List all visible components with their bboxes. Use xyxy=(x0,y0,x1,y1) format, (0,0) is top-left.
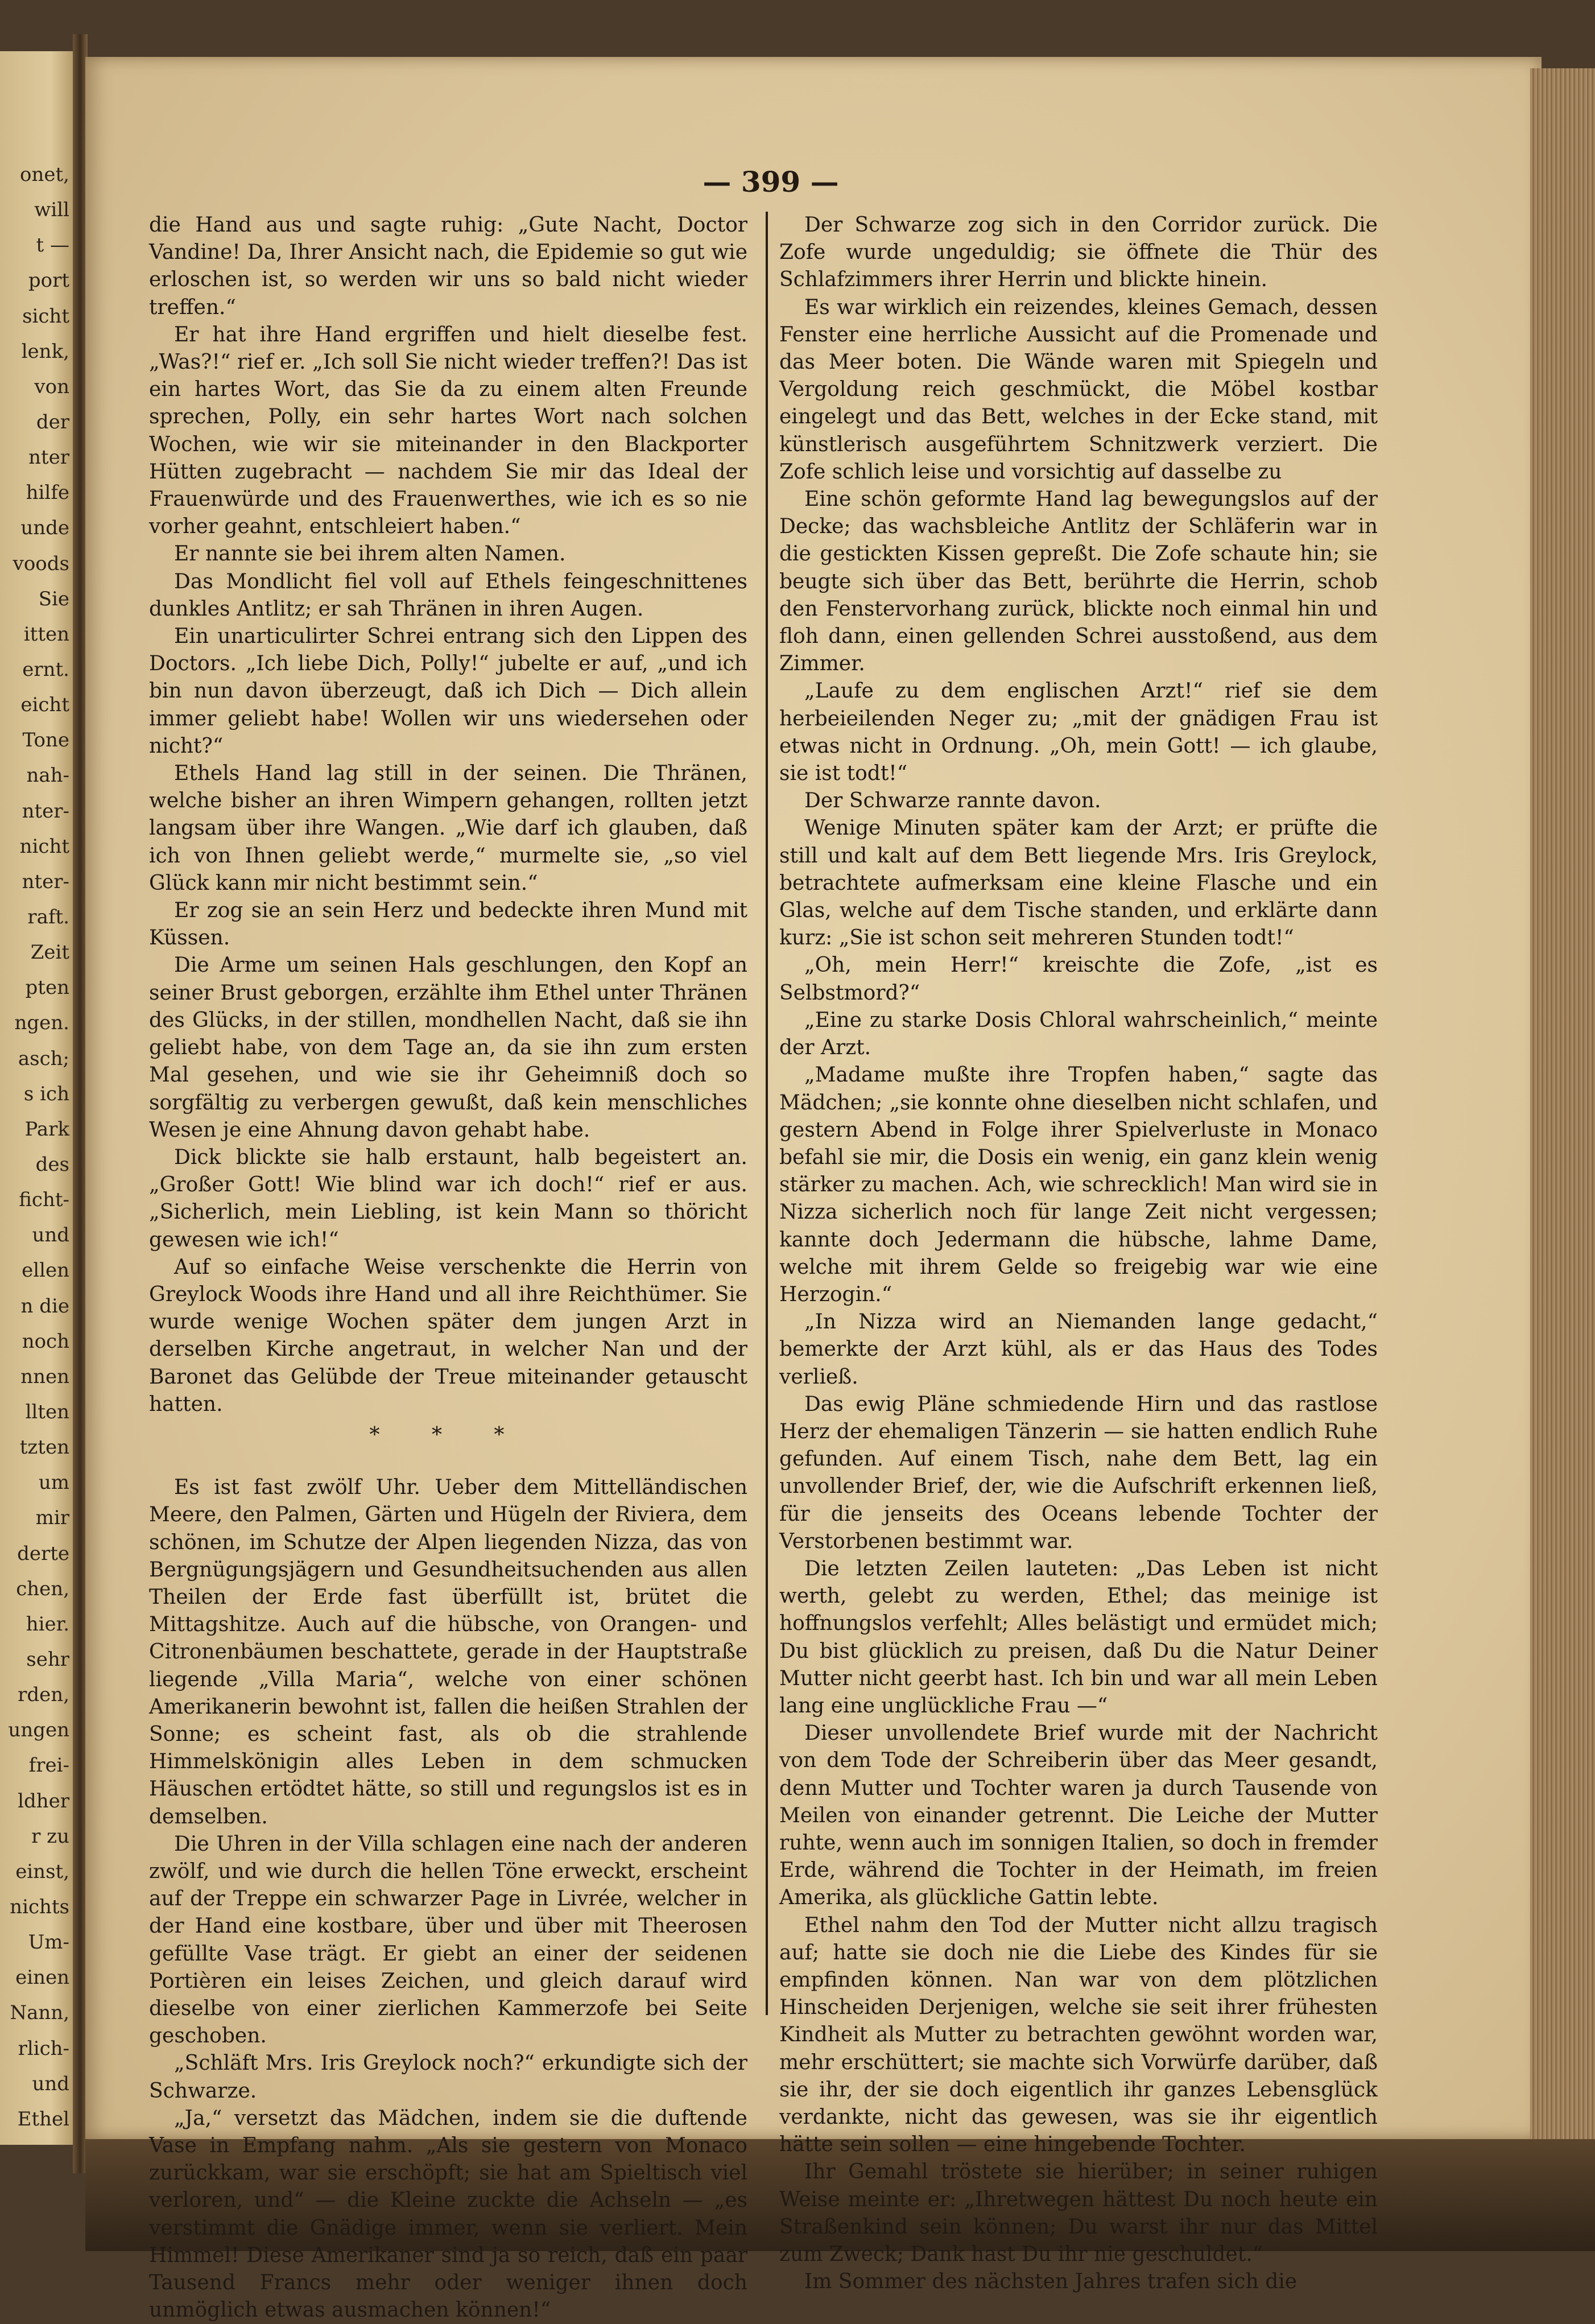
section-separator: * * * xyxy=(369,1423,527,1447)
paragraph: Wenige Minuten später kam der Arzt; er prüfte die still und kalt auf dem Bett liegende Mrs. Iris Greylock, betrachtete aufmerksam eine kleine Flasche und ein Glas, welche auf dem Tische standen, und erklärte dann kurz: „Sie ist schon seit mehreren Stunden todt!“ xyxy=(779,816,1378,950)
previous-page-text-fragment: llten xyxy=(25,1401,69,1423)
paragraph: Eine schön geformte Hand lag bewegungslos auf der Decke; das wachsbleiche Antlitz der Schläferin war in die gestickten Kissen gepreßt. Die Zofe schaute hin; sie beugte sich über das Bett, berührte die Herrin, schob den Fenstervorhang zurück, blickte noch einmal hin und floh dann, einen gellenden Schrei ausstoßend, aus dem Zimmer. xyxy=(779,488,1378,676)
paragraph: Der Schwarze zog sich in den Corridor zurück. Die Zofe wurde ungeduldig; sie öffnete die Thür des Schlafzimmers ihrer Herrin und blickte hinein. xyxy=(779,213,1378,292)
previous-page-text-fragment: nah- xyxy=(26,764,69,787)
previous-page-text-fragment: voods xyxy=(13,552,69,575)
paragraph: Die Arme um seinen Hals geschlungen, den Kopf an seiner Brust geborgen, erzählte ihm Ethel unter Thränen des Glücks, in der stillen, mondhellen Nacht, daß sie ihn geliebt habe, von dem Tage an, da sie ihn zum ersten Mal gesehen, und wie sie ihr Geheimniß doch so sorgfältig zu verbergen gewußt, daß kein menschliches Wesen je eine Ahnung davon gehabt habe. xyxy=(149,953,747,1142)
paragraph: „In Nizza wird an Niemanden lange gedacht,“ bemerkte der Arzt kühl, als er das Haus des Todes verließ. xyxy=(779,1310,1378,1389)
paragraph: Dick blickte sie halb erstaunt, halb begeistert an. „Großer Gott! Wie blind war ich doch!“ rief er aus. „Sicherlich, mein Liebling, ist kein Mann so thöricht gewesen wie ich!“ xyxy=(149,1145,747,1252)
previous-page-text-fragment: und xyxy=(32,1224,69,1247)
previous-page-text-fragment: asch; xyxy=(18,1047,69,1070)
previous-page-text-fragment: itten xyxy=(23,622,69,646)
previous-page-text-fragment: unde xyxy=(20,517,69,540)
paragraph: Das Mondlicht fiel voll auf Ethels feingeschnittenes dunkles Antlitz; er sah Thränen in ihren Augen. xyxy=(149,569,747,621)
previous-page-text-fragment: frei- xyxy=(28,1754,69,1777)
previous-page-text-fragment: n die xyxy=(20,1294,69,1318)
previous-page-text-fragment: lenk, xyxy=(21,340,69,363)
paragraph: Die Uhren in der Villa schlagen eine nach der anderen zwölf, und wie durch die hellen Töne erweckt, erscheint auf der Treppe ein schwarzer Page in Livrée, welcher in der Hand eine kostbare, über und über mit Theerosen gefüllte Vase trägt. Er giebt an einer der seidenen Portièren ein leises Zeichen, und gleich darauf wird dieselbe von einer zierlichen Kammerzofe bei Seite geschoben. xyxy=(149,1832,747,2048)
paragraph: „Laufe zu dem englischen Arzt!“ rief sie dem herbeieilenden Neger zu; „mit der gnädigen Frau ist etwas nicht in Ordnung. „Oh, mein Gott! — ich glaube, sie ist todt!“ xyxy=(779,679,1378,786)
paragraph: „Eine zu starke Dosis Chloral wahrscheinlich,“ meinte der Arzt. xyxy=(779,1008,1378,1060)
previous-page-text-fragment: Zeit xyxy=(30,941,69,964)
paragraph: Er hat ihre Hand ergriffen und hielt dieselbe fest. „Was?!“ rief er. „Ich soll Sie nicht wieder treffen?! Das ist ein hartes Wort, das Sie da zu einem alten Freunde sprechen, Polly, ein sehr hartes Wort nach solchen Wochen, wie wir sie miteinander in den Blackporter Hütten zugebracht — nachdem Sie mir das Ideal der Frauenwürde und des Frauenwerthes, wie ich es so nie vorher geahnt, entschleiert haben.“ xyxy=(149,323,747,539)
text-column-left xyxy=(149,212,747,2322)
previous-page-text-fragment: Sie xyxy=(38,587,69,610)
previous-page-text-fragment: nter- xyxy=(22,870,69,893)
paragraph: Dieser unvollendete Brief wurde mit der Nachricht von dem Tode der Schreiberin über das Meer gesandt, denn Mutter und Tochter waren ja durch Tausende von Meilen von einander getrennt. Die Leiche der Mutter ruhte, wenn auch im sonnigen Italien, so doch in fremder Erde, während die Tochter in der Heimath, im freien Amerika, als glückliche Gattin lebte. xyxy=(779,1722,1378,1910)
previous-page-text-fragment: mir xyxy=(35,1506,69,1530)
paragraph: „Oh, mein Herr!“ kreischte die Zofe, „ist es Selbstmord?“ xyxy=(779,953,1378,1005)
previous-page-text-fragment: Um- xyxy=(28,1931,69,1954)
paragraph: Ethel nahm den Tod der Mutter nicht allzu tragisch auf; hatte sie doch nie die Liebe des Kindes für sie empfinden können. Nan war von dem plötzlichen Hinscheiden Derjenigen, welche sie seit ihrer frühesten Kindheit als Mutter zu betrachten gewöhnt worden war, mehr erschüttert; sie machte sich Vorwürfe darüber, daß sie ihr, der sie doch eigentlich ihr ganzes Lebensglück verdankte, nicht das gewesen, was sie ihr eigentlich hätte sein sollen — eine hingebende Tochter. xyxy=(779,1913,1378,2157)
previous-page-text-fragment: chen, xyxy=(16,1577,69,1600)
paragraph: Das ewig Pläne schmiedende Hirn und das rastlose Herz der ehemaligen Tänzerin — sie hatten endlich Ruhe gefunden. Auf einem Tisch, nahe dem Bett, lag ein unvollender Brief, der, wie die Aufschrift erkennen ließ, für die jenseits des Oceans lebende Tochter der Verstorbenen bestimmt war. xyxy=(779,1392,1378,1553)
previous-page-text-fragment: rlich- xyxy=(18,2037,69,2060)
previous-page-text-fragment: eicht xyxy=(20,694,69,717)
page-number: — 399 — xyxy=(703,165,839,199)
paragraph: Ihr Gemahl tröstete sie hierüber; in seiner ruhigen Weise meinte er: „Ihretwegen hättest Du noch heute ein Straßenkind sein können; Du warst ihr nur das Mittel zum Zweck; Dank hast Du ihr nie geschuldet.“ xyxy=(779,2160,1378,2267)
previous-page-text-fragment: r zu xyxy=(31,1824,69,1848)
paragraph: die Hand aus und sagte ruhig: „Gute Nacht, Doctor Vandine! Da, Ihrer Ansicht nach, die Epidemie so gut wie erloschen ist, so werden wir uns so bald nicht wieder treffen.“ xyxy=(149,213,747,319)
page-block-edges xyxy=(1530,68,1595,2145)
previous-page-text-fragment: noch xyxy=(22,1330,69,1353)
paragraph: Er nannte sie bei ihrem alten Namen. xyxy=(174,542,566,566)
previous-page-text-fragment: des xyxy=(35,1153,69,1176)
previous-page-text-fragment: nter- xyxy=(22,799,69,823)
previous-page-text-fragment: pten xyxy=(25,976,69,1000)
previous-page-text-fragment: nichts xyxy=(10,1896,69,1918)
previous-page-text-fragment: ldher xyxy=(18,1789,69,1813)
previous-page-text-fragment: derte xyxy=(17,1542,69,1565)
previous-page-text-fragment: ficht- xyxy=(19,1188,69,1212)
previous-page-text-fragment: ernt. xyxy=(22,658,69,681)
paragraph: Ethels Hand lag still in der seinen. Die Thränen, welche bisher an ihren Wimpern gehangen, rollten jetzt langsam über ihre Wangen. „Wie darf ich glauben, daß ich von Ihnen geliebt werde,“ murmelte sie, „so viel Glück kann mir nicht bestimmt sein.“ xyxy=(149,762,747,895)
previous-page-text-fragment: und xyxy=(32,2072,69,2095)
paragraph: Der Schwarze rannte davon. xyxy=(804,789,1101,813)
previous-page-text-fragment: nter xyxy=(28,446,69,469)
previous-page-text-fragment: hier. xyxy=(26,1612,69,1636)
previous-page-text-fragment: der xyxy=(36,411,69,434)
previous-page-text-fragment: nicht xyxy=(19,835,69,858)
paragraph: Es war wirklich ein reizendes, kleines Gemach, dessen Fenster eine herrliche Aussicht auf die Promenade und das Meer boten. Die Wände waren mit Spiegeln und Vergoldung reich geschmückt, die Möbel kostbar eingelegt und das Bett, welches in der Ecke stand, mit künstlerisch ausgeführtem Schnitzwerk verziert. Die Zofe schlich leise und vorsichtig auf dasselbe zu xyxy=(779,295,1378,484)
previous-page-text-fragment: einen xyxy=(15,1966,69,1989)
previous-page-text-fragment: von xyxy=(34,375,69,398)
previous-page-text-fragment: ngen. xyxy=(14,1012,69,1035)
column-divider xyxy=(766,212,768,2015)
paragraph: „Ja,“ versetzt das Mädchen, indem sie die duftende Vase in Empfang nahm. „Als sie gestern von Monaco zurückkam, war sie erschöpft; sie hat am Spieltisch viel verloren, und“ — die Kleine zuckte die Achseln — „es verstimmt die Gnädige immer, wenn sie verliert. Mein Himmel! Diese Amerikaner sind ja so reich, daß ein paar Tausend Francs mehr oder weniger ihnen doch unmöglich etwas ausmachen können!“ xyxy=(149,2106,747,2322)
previous-page-text-fragment: s ich xyxy=(23,1082,69,1105)
previous-page-text-fragment: onet, xyxy=(20,163,69,186)
previous-page-text-fragment: sicht xyxy=(22,304,69,328)
previous-page-edge xyxy=(0,51,73,2145)
previous-page-text-fragment: t — xyxy=(36,234,69,257)
previous-page-text-fragment: Tone xyxy=(22,729,69,752)
paragraph: Im Sommer des nächsten Jahres trafen sich die xyxy=(804,2270,1298,2294)
previous-page-text-fragment: Nann, xyxy=(10,2001,69,2025)
previous-page-text-fragment: hilfe xyxy=(26,481,69,505)
text-column-right xyxy=(779,212,1378,2294)
previous-page-text-fragment: sehr xyxy=(26,1648,69,1671)
previous-page-text-fragment: raft. xyxy=(27,906,69,928)
previous-page-text-fragment: tzten xyxy=(19,1436,69,1459)
previous-page-text-fragment: port xyxy=(28,269,69,292)
previous-page-text-fragment: ellen xyxy=(22,1259,69,1282)
previous-page-text-fragment: einst, xyxy=(15,1860,69,1883)
paragraph: „Madame mußte ihre Tropfen haben,“ sagte das Mädchen; „sie konnte ohne dieselben nicht schlafen, und gestern Abend in Folge ihrer Spielverluste in Monaco befahl sie mir, die Dosis ein wenig, ein ganz klein wenig stärker zu machen. Ach, wie schrecklich! Man wird sie in Nizza sicherlich noch für lange Zeit nicht vergessen; kannte doch Jedermann die hübsche, lahme Dame, welche mit ihrem Gelde so freigebig war wie eine Herzogin.“ xyxy=(779,1063,1378,1306)
paragraph: Ein unarticulirter Schrei entrang sich den Lippen des Doctors. „Ich liebe Dich, Polly!“ jubelte er auf, „und ich bin nun davon überzeugt, daß ich Dich — Dich allein immer geliebt habe! Wollen wir uns wiedersehen oder nicht?“ xyxy=(149,625,747,758)
previous-page-text-fragment: Park xyxy=(24,1117,69,1141)
paragraph: Auf so einfache Weise verschenkte die Herrin von Greylock Woods ihre Hand und all ihre Reichthümer. Sie wurde wenige Wochen später dem jungen Arzt in derselben Kirche angetraut, in welcher Nan und der Baronet das Gelübde der Treue miteinander getauscht hatten. xyxy=(149,1255,747,1416)
previous-page-text-fragment: will xyxy=(34,199,69,222)
paragraph: Er zog sie an sein Herz und bedeckte ihren Mund mit Küssen. xyxy=(149,899,747,950)
previous-page-text-fragment: Ethel xyxy=(17,2107,69,2131)
previous-page-text-fragment: ungen xyxy=(8,1719,69,1742)
paragraph: „Schläft Mrs. Iris Greylock noch?“ erkundigte sich der Schwarze. xyxy=(149,2051,747,2103)
previous-page-text-fragment: rden, xyxy=(18,1683,69,1707)
paragraph: Es ist fast zwölf Uhr. Ueber dem Mittelländischen Meere, den Palmen, Gärten und Hügeln der Riviera, dem schönen, im Schutze der Alpen liegenden Nizza, das von Bergnügungsjägern und Gesundheitsuchenden aus allen Theilen der Erde fast überfüllt ist, brütet die Mittagshitze. Auch auf die hübsche, von Orangen- und Citronenbäumen beschattete, gerade in der Hauptstraße liegende „Villa Maria“, welche von einer schönen Amerikanerin bewohnt ist, fallen die heißen Strahlen der Sonne; es scheint fast, als ob die strahlende Himmelskönigin alles Leben in dem schmucken Häuschen ertödtet hätte, so still und regungslos ist es in demselben. xyxy=(149,1476,747,1828)
previous-page-text-fragment: nnen xyxy=(20,1365,69,1388)
previous-page-text-fragment: um xyxy=(38,1471,69,1495)
paragraph: Die letzten Zeilen lauteten: „Das Leben ist nicht werth, gelebt zu werden, Ethel; das meinige ist hoffnungslos verfehlt; Alles belästigt und ermüdet mich; Du bist glücklich zu preisen, daß Du die Natur Deiner Mutter nicht geerbt hast. Ich bin und war all mein Leben lang eine unglückliche Frau —“ xyxy=(779,1557,1378,1718)
